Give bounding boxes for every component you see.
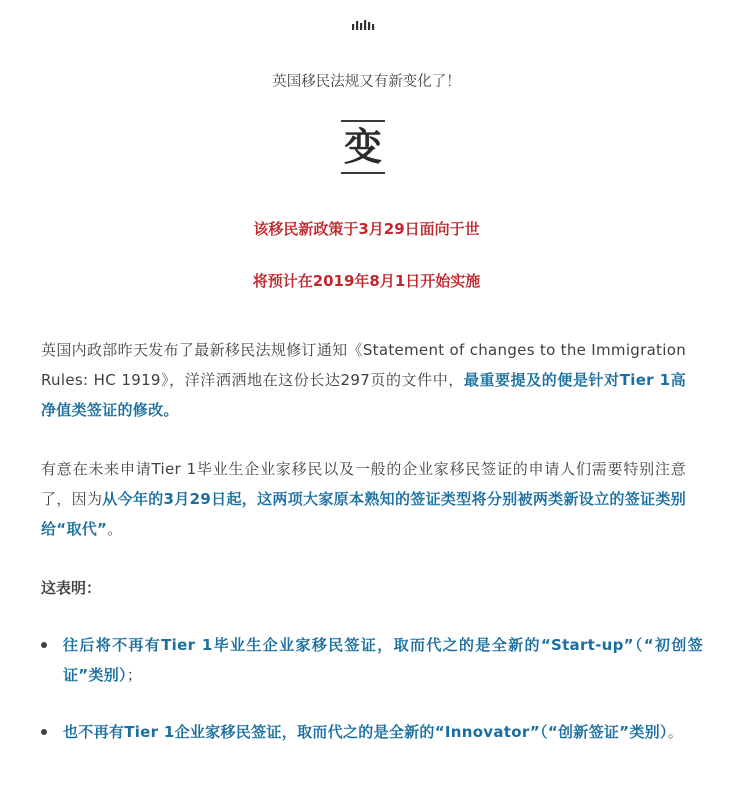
emblem-bottom-rule <box>341 172 385 174</box>
paragraph-2-text: 有意在未来申请Tier 1毕业生企业家移民以及一般的企业家移民签证的申请人们需要特别注意了，因为 <box>41 460 686 508</box>
paragraph-2 <box>41 454 686 544</box>
highlight-line-1: 该移民新政策于3月29日面向于世 <box>253 220 480 238</box>
paragraph-2-tail: 。 <box>107 520 123 538</box>
paragraph-2-emphasis: 从今年的3月29日起，这两项大家原本熟知的签证类型将分别被两类新设立的签证类别给“取代” <box>41 490 687 538</box>
paragraph-1 <box>41 335 686 425</box>
list-item-text <box>63 630 703 690</box>
list-item-emphasis: 往后将不再有Tier 1毕业生企业家移民签证，取而代之的是全新的“Start-up”（“初创签证”类别） <box>63 636 703 684</box>
list-item-tail: 。 <box>667 723 684 741</box>
signal-bars-icon <box>352 18 376 30</box>
list-item-text <box>63 717 703 747</box>
highlight-line-2: 将预计在2019年8月1日开始实施 <box>252 272 481 290</box>
paragraph-1-emphasis: 最重要提及的便是针对Tier 1高净值类签证的修改。 <box>41 371 686 419</box>
bullet-dot-icon <box>41 729 47 735</box>
paragraph-1-text: 英国内政部昨天发布了最新移民法规修订通知《Statement of changes to the Immigration Rules: HC 1919》，洋洋洒洒地在这份长达297页的文件中， <box>41 341 686 389</box>
bullet-dot-icon <box>41 642 47 648</box>
title-emblem <box>341 120 387 176</box>
emblem-character: 变 <box>343 125 382 169</box>
emblem-top-rule <box>341 120 385 122</box>
list-item-tail: ； <box>126 666 143 684</box>
list-item-emphasis: 也不再有Tier 1企业家移民签证，取而代之的是全新的“Innovator”（“创新签证”类别） <box>63 723 668 741</box>
article-subtitle: 英国移民法规又有新变化了！ <box>272 74 461 90</box>
section-label: 这表明： <box>41 579 102 597</box>
